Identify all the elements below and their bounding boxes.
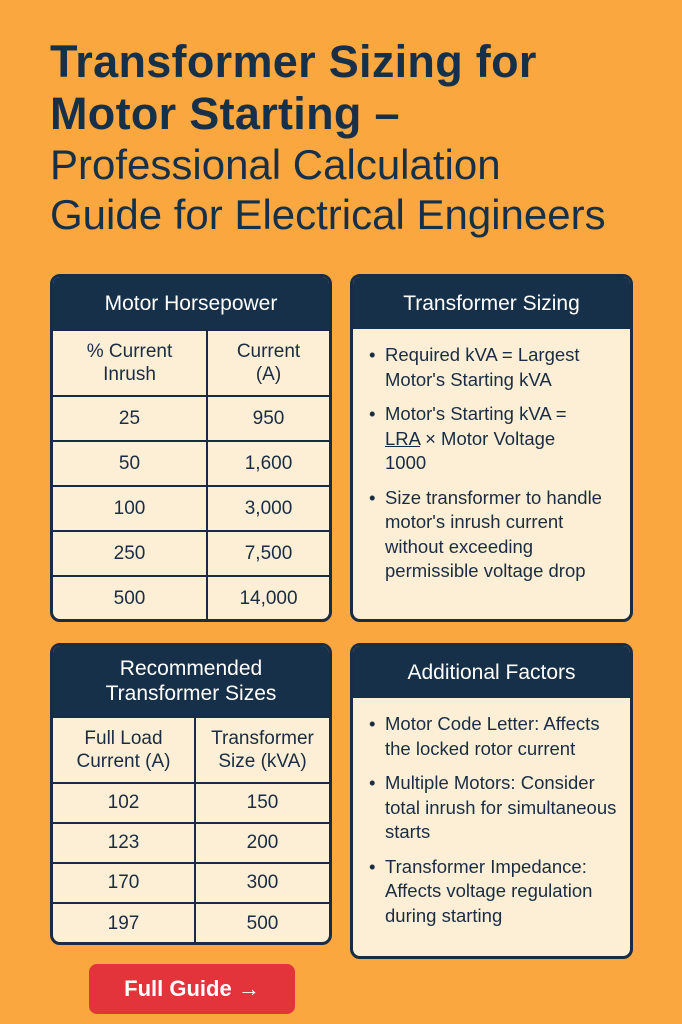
- table-row: [53, 486, 329, 531]
- table-cell: 1,600: [207, 441, 329, 486]
- table-row: [53, 823, 329, 863]
- table-row: [53, 903, 329, 943]
- list-item: [367, 402, 618, 476]
- table-row: [53, 531, 329, 576]
- title-line-1: Transformer Sizing for: [50, 36, 537, 87]
- table-cell: 950: [207, 396, 329, 441]
- recommended-sizes-table: [53, 716, 329, 943]
- title-line-3: Professional Calculation: [50, 141, 501, 188]
- list-item: • Size transformer to handle motor's inrush current without exceeding permissible voltage drop: [367, 486, 618, 584]
- table-row: [53, 783, 329, 823]
- transformer-sizing-list: [353, 329, 630, 584]
- title-line-2: Motor Starting –: [50, 88, 400, 139]
- formula-mid: × Motor Voltage: [419, 427, 556, 449]
- table-cell: 300: [195, 863, 329, 903]
- list-item: • Transformer Impedance: Affects voltage regulation during starting: [367, 855, 618, 929]
- table-cell: 102: [53, 783, 195, 823]
- table-row: [53, 441, 329, 486]
- formula-numerator: LRA: [385, 427, 420, 449]
- table-cell: 3,000: [207, 486, 329, 531]
- formula-denominator: 1000: [385, 452, 427, 473]
- list-item: • Required kVA = Largest Motor's Starting kVA: [367, 343, 618, 392]
- motor-horsepower-table: [53, 329, 329, 621]
- table-row: [53, 396, 329, 441]
- transformer-sizing-card: [350, 274, 633, 622]
- table-row: [53, 576, 329, 621]
- table-row: [53, 863, 329, 903]
- column-header: % Current Inrush: [53, 330, 207, 396]
- table-header-row: [53, 717, 329, 783]
- additional-factors-header: Additional Factors: [353, 646, 630, 698]
- table-cell: 123: [53, 823, 195, 863]
- motor-horsepower-header: Motor Horsepower: [53, 277, 329, 329]
- table-cell: 25: [53, 396, 207, 441]
- table-cell: 170: [53, 863, 195, 903]
- table-cell: 197: [53, 903, 195, 943]
- table-cell: 14,000: [207, 576, 329, 621]
- table-cell: 100: [53, 486, 207, 531]
- additional-factors-list: [353, 698, 630, 928]
- table-cell: 50: [53, 441, 207, 486]
- table-cell: 500: [195, 903, 329, 943]
- additional-factors-card: [350, 643, 633, 959]
- table-header-row: [53, 330, 329, 396]
- list-item: • Multiple Motors: Consider total inrush for simultaneous starts: [367, 771, 618, 845]
- full-guide-button[interactable]: Full Guide →: [89, 964, 295, 1014]
- motor-horsepower-card: [50, 274, 332, 622]
- column-header: Transformer Size (kVA): [195, 717, 329, 783]
- title-line-4: Guide for Electrical Engineers: [50, 191, 606, 238]
- table-cell: 250: [53, 531, 207, 576]
- table-cell: 500: [53, 576, 207, 621]
- formula-prefix: Motor's Starting kVA =: [385, 403, 567, 424]
- transformer-sizing-header: Transformer Sizing: [353, 277, 630, 329]
- table-cell: 200: [195, 823, 329, 863]
- column-header: Current (A): [207, 330, 329, 396]
- recommended-sizes-header: Recommended Transformer Sizes: [53, 646, 329, 716]
- column-header: Full Load Current (A): [53, 717, 195, 783]
- page-title: [50, 36, 680, 240]
- table-cell: 150: [195, 783, 329, 823]
- list-item: • Motor Code Letter: Affects the locked rotor current: [367, 712, 618, 761]
- table-cell: 7,500: [207, 531, 329, 576]
- recommended-sizes-card: [50, 643, 332, 945]
